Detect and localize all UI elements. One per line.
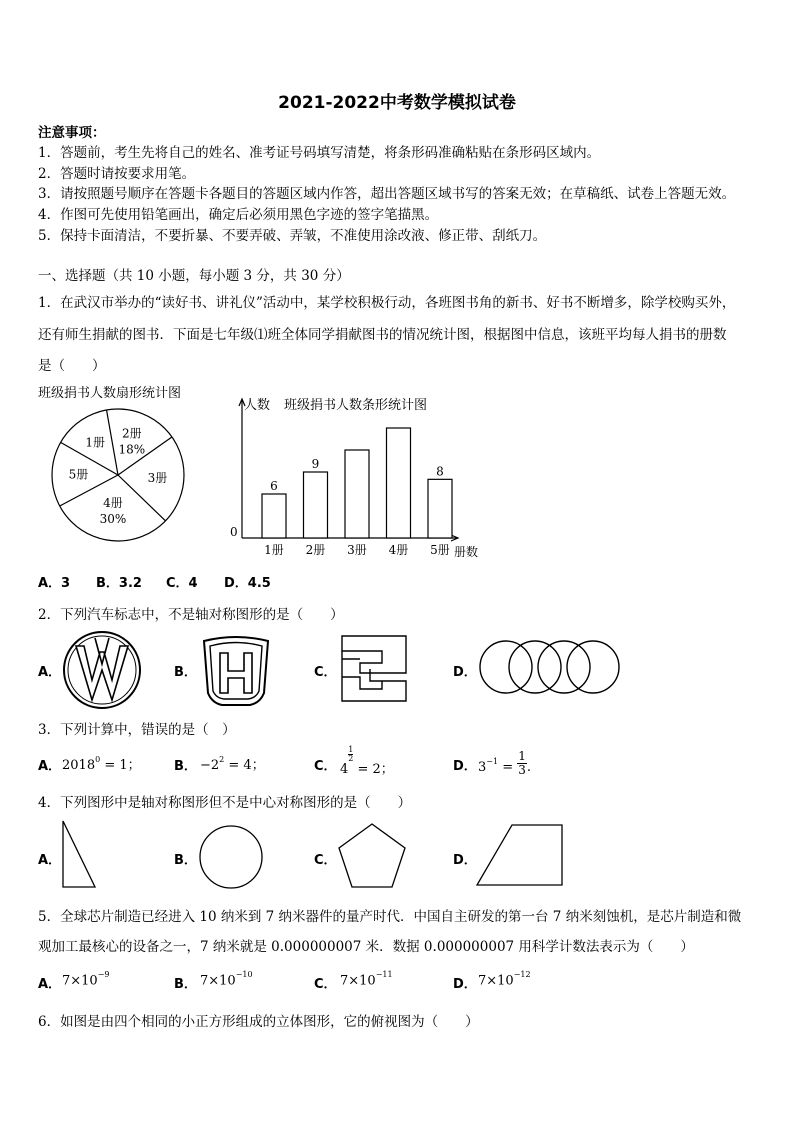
question-1-line: 1．在武汉市举办的“读好书、讲礼仪”活动中，某学校积极行动，各班图书角的新书、好书不断增多，除学校购买外，	[38, 295, 736, 311]
option-d[interactable]: D．4.5	[224, 576, 271, 591]
question-2-stem: 2．下列汽车标志中，不是轴对称图形的是（ ）	[38, 607, 344, 623]
option-d[interactable]: D．	[453, 665, 477, 680]
option-c[interactable]: C．4	[166, 576, 198, 591]
option-b[interactable]: B．	[174, 853, 197, 868]
y-axis-label: 人数	[244, 398, 271, 413]
option-b[interactable]: B．3.2	[96, 576, 142, 591]
pentagon-icon[interactable]	[336, 822, 408, 890]
bar	[387, 428, 411, 538]
question-1-line: 还有师生捐献的图书．下面是七年级⑴班全体同学捐献图书的情况统计图，根据图中信息，该班平均每人捐书的册数	[38, 327, 727, 343]
option-a[interactable]: A．3	[38, 576, 71, 591]
question-3-stem: 3．下列计算中，错误的是（ ）	[38, 722, 236, 738]
option-a-expression: $2018^0 = 1$；	[62, 754, 141, 773]
option-c[interactable]: C．	[314, 853, 337, 868]
question-5-line: 5．全球芯片制造已经进入 10 纳米到 7 纳米器件的量产时代．中国自主研发的第一台 7 纳米刻蚀机，是芯片制造和微	[38, 909, 742, 925]
x-tick-label: 2册	[305, 543, 326, 557]
option-a-expression: $7\times 10^{-9}$	[62, 970, 110, 989]
notice-item: 3．请按照题号顺序在答题卡各题目的答题区域内作答，超出答题区域书写的答案无效；在草稿纸、试卷上答题无效。	[38, 186, 736, 202]
option-d-expression: $3^{-1}$ = $\frac{1}{3}$ .	[478, 749, 532, 777]
x-tick-label: 5册	[430, 543, 450, 557]
option-c[interactable]: C．	[314, 665, 337, 680]
question-4-stem: 4．下列图形中是轴对称图形但不是中心对称图形的是（ ）	[38, 795, 412, 811]
notice-heading: 注意事项：	[38, 125, 106, 141]
step-logo-icon[interactable]	[338, 633, 410, 705]
pie-slice-percent: 18%	[118, 442, 146, 457]
pie-slice-label: 3册	[147, 471, 168, 486]
pie-chart	[40, 400, 200, 550]
pie-slice-edge	[107, 410, 118, 475]
notice-item: 5．保持卡面清洁，不要折暴、不要弄破、弄皱，不准使用涂改液、修正带、刮纸刀。	[38, 228, 547, 244]
bar	[262, 494, 286, 538]
vw-logo-icon[interactable]	[62, 630, 144, 712]
question-1-line: 是（ ）	[38, 358, 106, 374]
page-title: 2021-2022中考数学模拟试卷	[278, 93, 516, 113]
option-a[interactable]: A．	[38, 665, 62, 680]
question-5-line: 观加工最核心的设备之一，7 纳米就是 0.000000007 米．数据 0.000000007 用科学计数法表示为（ ）	[38, 939, 694, 955]
pie-slice-label: 2册	[122, 426, 142, 441]
bar-chart-title: 班级捐书人数条形统计图	[284, 398, 428, 413]
origin-label: 0	[230, 525, 238, 539]
option-b-expression: $-2^2 = 4$；	[200, 754, 265, 773]
notice-item: 1．答题前，考生先将自己的姓名、准考证号码填写清楚，将条形码准确粘贴在条形码区域内。	[38, 145, 601, 161]
pie-slice-label: 1册	[85, 435, 105, 450]
bar-value-label: 9	[311, 457, 320, 471]
notice-item: 2．答题时请按要求用笔。	[38, 166, 196, 182]
right-triangle-icon[interactable]	[60, 818, 100, 890]
bar	[345, 450, 369, 538]
bar-chart	[222, 392, 502, 562]
pie-slice-label: 5册	[68, 467, 89, 482]
option-a[interactable]: A．	[38, 853, 62, 868]
option-b[interactable]: B．	[174, 665, 197, 680]
question-6-stem: 6．如图是由四个相同的小正方形组成的立体图形，它的俯视图为（ ）	[38, 1014, 479, 1030]
circle-icon[interactable]	[198, 824, 264, 890]
option-d[interactable]: D．	[453, 977, 477, 992]
option-b[interactable]: B．	[174, 977, 197, 992]
pie-slice-label: 4册	[103, 495, 123, 510]
section-heading: 一、选择题（共 10 小题，每小题 3 分，共 30 分）	[38, 268, 350, 284]
bar-value-label: 8	[436, 464, 444, 479]
honda-logo-icon[interactable]	[198, 633, 274, 709]
option-d[interactable]: D．	[453, 759, 477, 774]
bar-value-label: 6	[270, 479, 278, 493]
x-axis-label: 册数	[454, 545, 479, 559]
audi-logo-icon[interactable]	[476, 638, 626, 696]
option-d[interactable]: D．	[453, 853, 477, 868]
x-tick-label: 1册	[264, 543, 284, 557]
pie-chart-title: 班级捐书人数扇形统计图	[38, 386, 182, 401]
option-b[interactable]: B．	[174, 759, 197, 774]
option-c-expression: $7\times 10^{-11}$	[340, 970, 393, 989]
option-c[interactable]: C．	[314, 977, 337, 992]
option-a[interactable]: A．	[38, 977, 62, 992]
option-b-expression: $7\times 10^{-10}$	[200, 970, 253, 989]
option-c-expression: 4 $\frac{1}{2}$ = 2；	[340, 745, 394, 777]
bar	[304, 472, 328, 538]
bar	[428, 479, 452, 538]
option-d-expression: $7\times 10^{-12}$	[478, 970, 531, 989]
trapezoid-icon[interactable]	[474, 822, 566, 888]
x-tick-label: 4册	[388, 543, 409, 557]
x-tick-label: 3册	[347, 543, 367, 557]
notice-item: 4．作图可先使用铅笔画出，确定后必须用黑色字迹的签字笔描黑。	[38, 207, 439, 223]
option-c[interactable]: C．	[314, 759, 337, 774]
option-a[interactable]: A．	[38, 759, 62, 774]
pie-slice-percent: 30%	[99, 511, 127, 526]
